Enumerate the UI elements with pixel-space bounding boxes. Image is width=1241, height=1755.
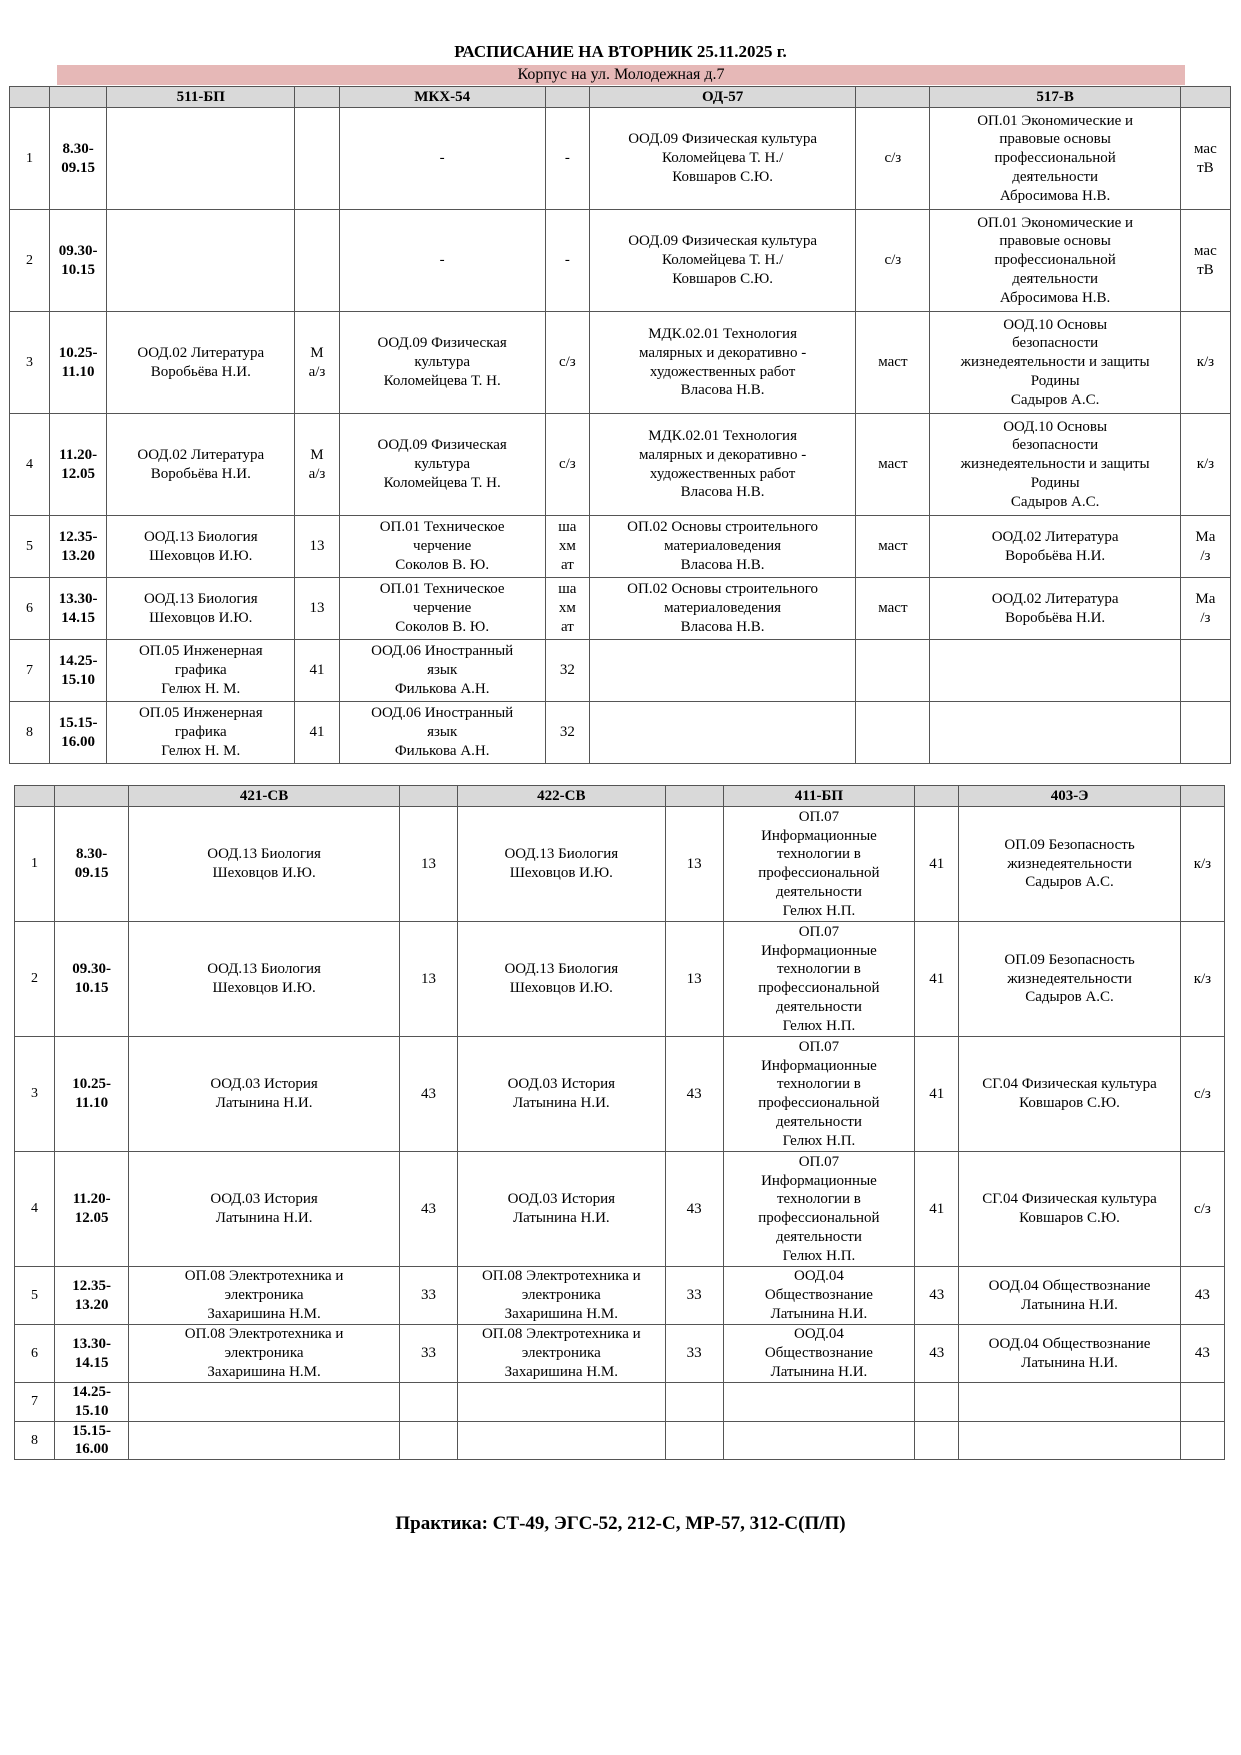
lesson-time: 15.15- 16.00: [55, 1421, 129, 1460]
subject-cell: ООД.06 Иностранный язык Филькова А.Н.: [339, 640, 545, 702]
room-cell: 33: [399, 1325, 457, 1383]
schedule-table-2: [14, 785, 1225, 1460]
room-cell: с/з: [1180, 1152, 1224, 1267]
subject-cell: ООД.02 Литература Воробьёва Н.И.: [930, 578, 1180, 640]
room-cell: маст: [856, 578, 930, 640]
lesson-number: 2: [15, 922, 55, 1037]
subject-cell: ООД.03 История Латынина Н.И.: [458, 1152, 666, 1267]
group-header: 421-СВ: [129, 786, 400, 807]
group-header: ОД-57: [589, 87, 855, 108]
header-blank: [545, 87, 589, 108]
subject-cell: [589, 640, 855, 702]
room-cell: ша хм ат: [545, 578, 589, 640]
subject-cell: ООД.03 История Латынина Н.И.: [458, 1037, 666, 1152]
lesson-time: 11.20- 12.05: [50, 414, 107, 516]
subject-cell: ООД.04 Обществознание Латынина Н.И.: [723, 1267, 914, 1325]
room-cell: 33: [665, 1267, 723, 1325]
room-cell: -: [545, 210, 589, 312]
group-header: 422-СВ: [458, 786, 666, 807]
lesson-time: 8.30- 09.15: [55, 807, 129, 922]
subject-cell: ОП.05 Инженерная графика Гелюх Н. М.: [107, 640, 295, 702]
lesson-row: [15, 1037, 1225, 1152]
lesson-time: 11.20- 12.05: [55, 1152, 129, 1267]
room-cell: к/з: [1180, 922, 1224, 1037]
lesson-time: 09.30- 10.15: [55, 922, 129, 1037]
lesson-number: 5: [15, 1267, 55, 1325]
room-cell: [665, 1421, 723, 1460]
subject-cell: [930, 702, 1180, 764]
subject-cell: ООД.13 Биология Шеховцов И.Ю.: [458, 922, 666, 1037]
subject-cell: [959, 1421, 1181, 1460]
header-blank: [55, 786, 129, 807]
lesson-number: 3: [10, 312, 50, 414]
lesson-number: 6: [15, 1325, 55, 1383]
room-cell: 41: [915, 1152, 959, 1267]
lesson-time: 13.30- 14.15: [50, 578, 107, 640]
subject-cell: СГ.04 Физическая культура Ковшаров С.Ю.: [959, 1037, 1181, 1152]
lesson-row: [15, 1421, 1225, 1460]
subject-cell: ООД.09 Физическая культура Коломейцева Т. Н./ Ковшаров С.Ю.: [589, 210, 855, 312]
lesson-number: 1: [10, 108, 50, 210]
room-cell: [295, 108, 339, 210]
subject-cell: ОП.01 Экономические и правовые основы профессиональной деятельности Абросимова Н.В.: [930, 210, 1180, 312]
room-cell: [665, 1383, 723, 1422]
room-cell: 43: [399, 1037, 457, 1152]
subject-cell: ООД.13 Биология Шеховцов И.Ю.: [129, 807, 400, 922]
group-header: 403-Э: [959, 786, 1181, 807]
room-cell: М а/з: [295, 414, 339, 516]
room-cell: 43: [665, 1152, 723, 1267]
subject-cell: ООД.02 Литература Воробьёва Н.И.: [107, 414, 295, 516]
group-header: 511-БП: [107, 87, 295, 108]
room-cell: 41: [915, 922, 959, 1037]
subject-cell: ОП.07 Информационные технологии в профессиональной деятельности Гелюх Н.П.: [723, 1152, 914, 1267]
lesson-number: 7: [10, 640, 50, 702]
lesson-time: 15.15- 16.00: [50, 702, 107, 764]
lesson-row: [10, 516, 1231, 578]
lesson-number: 1: [15, 807, 55, 922]
subject-cell: [107, 108, 295, 210]
header-blank: [399, 786, 457, 807]
room-cell: [1180, 702, 1230, 764]
lesson-number: 8: [10, 702, 50, 764]
room-cell: с/з: [856, 108, 930, 210]
subject-cell: [107, 210, 295, 312]
subject-cell: [723, 1421, 914, 1460]
room-cell: 13: [295, 578, 339, 640]
room-cell: [915, 1421, 959, 1460]
subject-cell: ООД.03 История Латынина Н.И.: [129, 1037, 400, 1152]
lesson-row: [15, 1325, 1225, 1383]
lesson-row: [10, 210, 1231, 312]
subject-cell: ОП.02 Основы строительного материаловедения Власова Н.В.: [589, 578, 855, 640]
room-cell: 43: [1180, 1267, 1224, 1325]
subject-cell: ООД.10 Основы безопасности жизнедеятельности и защиты Родины Садыров А.С.: [930, 414, 1180, 516]
subject-cell: [458, 1383, 666, 1422]
subject-cell: ООД.04 Обществознание Латынина Н.И.: [959, 1325, 1181, 1383]
subject-cell: ООД.10 Основы безопасности жизнедеятельности и защиты Родины Садыров А.С.: [930, 312, 1180, 414]
room-cell: 13: [665, 922, 723, 1037]
lesson-time: 14.25- 15.10: [55, 1383, 129, 1422]
lesson-number: 3: [15, 1037, 55, 1152]
lesson-time: 09.30- 10.15: [50, 210, 107, 312]
subject-cell: ОП.08 Электротехника и электроника Захаришина Н.М.: [129, 1267, 400, 1325]
room-cell: [295, 210, 339, 312]
room-cell: 13: [399, 922, 457, 1037]
room-cell: М а/з: [295, 312, 339, 414]
room-cell: 43: [1180, 1325, 1224, 1383]
subject-cell: ООД.04 Обществознание Латынина Н.И.: [723, 1325, 914, 1383]
room-cell: 43: [915, 1267, 959, 1325]
subject-cell: [129, 1383, 400, 1422]
room-cell: [1180, 1421, 1224, 1460]
room-cell: 32: [545, 702, 589, 764]
subject-cell: ОП.08 Электротехника и электроника Захаришина Н.М.: [129, 1325, 400, 1383]
room-cell: ша хм ат: [545, 516, 589, 578]
room-cell: с/з: [856, 210, 930, 312]
subject-cell: ОП.08 Электротехника и электроника Захаришина Н.М.: [458, 1325, 666, 1383]
header-row: [15, 786, 1225, 807]
header-blank: [1180, 87, 1230, 108]
room-cell: 41: [915, 1037, 959, 1152]
room-cell: 41: [915, 807, 959, 922]
header-row: [10, 87, 1231, 108]
subject-cell: СГ.04 Физическая культура Ковшаров С.Ю.: [959, 1152, 1181, 1267]
room-cell: с/з: [545, 312, 589, 414]
subject-cell: ООД.02 Литература Воробьёва Н.И.: [107, 312, 295, 414]
subject-cell: ОП.09 Безопасность жизнедеятельности Садыров А.С.: [959, 922, 1181, 1037]
lesson-row: [10, 108, 1231, 210]
lesson-time: 10.25- 11.10: [55, 1037, 129, 1152]
subject-cell: -: [339, 210, 545, 312]
subject-cell: ОП.01 Техническое черчение Соколов В. Ю.: [339, 578, 545, 640]
subject-cell: ООД.04 Обществознание Латынина Н.И.: [959, 1267, 1181, 1325]
room-cell: 43: [915, 1325, 959, 1383]
room-cell: 41: [295, 702, 339, 764]
room-cell: Ма /з: [1180, 516, 1230, 578]
subject-cell: ОП.09 Безопасность жизнедеятельности Садыров А.С.: [959, 807, 1181, 922]
lesson-row: [15, 807, 1225, 922]
subject-cell: -: [339, 108, 545, 210]
room-cell: к/з: [1180, 312, 1230, 414]
subject-cell: [458, 1421, 666, 1460]
subject-cell: [723, 1383, 914, 1422]
lesson-row: [10, 640, 1231, 702]
subject-cell: ОП.01 Техническое черчение Соколов В. Ю.: [339, 516, 545, 578]
room-cell: 13: [665, 807, 723, 922]
subject-cell: МДК.02.01 Технология малярных и декоративно - художественных работ Власова Н.В.: [589, 414, 855, 516]
header-blank: [915, 786, 959, 807]
room-cell: [915, 1383, 959, 1422]
room-cell: с/з: [545, 414, 589, 516]
room-cell: 13: [399, 807, 457, 922]
subject-cell: ООД.03 История Латынина Н.И.: [129, 1152, 400, 1267]
lesson-number: 4: [10, 414, 50, 516]
subject-cell: ОП.08 Электротехника и электроника Захаришина Н.М.: [458, 1267, 666, 1325]
room-cell: 33: [399, 1267, 457, 1325]
room-cell: 33: [665, 1325, 723, 1383]
room-cell: -: [545, 108, 589, 210]
lesson-row: [10, 578, 1231, 640]
room-cell: маст: [856, 414, 930, 516]
lesson-row: [10, 414, 1231, 516]
subject-cell: [129, 1421, 400, 1460]
lesson-time: 12.35- 13.20: [50, 516, 107, 578]
subject-cell: ОП.07 Информационные технологии в профессиональной деятельности Гелюх Н.П.: [723, 807, 914, 922]
lesson-number: 5: [10, 516, 50, 578]
header-blank: [1180, 786, 1224, 807]
subject-cell: ООД.13 Биология Шеховцов И.Ю.: [458, 807, 666, 922]
lesson-time: 8.30- 09.15: [50, 108, 107, 210]
lesson-row: [10, 702, 1231, 764]
lesson-number: 2: [10, 210, 50, 312]
lesson-row: [15, 922, 1225, 1037]
header-blank: [50, 87, 107, 108]
lesson-number: 7: [15, 1383, 55, 1422]
lesson-row: [10, 312, 1231, 414]
room-cell: Ма /з: [1180, 578, 1230, 640]
lesson-time: 10.25- 11.10: [50, 312, 107, 414]
room-cell: 13: [295, 516, 339, 578]
room-cell: мас тВ: [1180, 210, 1230, 312]
subject-cell: ООД.09 Физическая культура Коломейцева Т. Н.: [339, 312, 545, 414]
header-blank: [15, 786, 55, 807]
lesson-number: 4: [15, 1152, 55, 1267]
room-cell: [856, 640, 930, 702]
lesson-row: [15, 1152, 1225, 1267]
subject-cell: ООД.13 Биология Шеховцов И.Ю.: [107, 516, 295, 578]
room-cell: к/з: [1180, 807, 1224, 922]
header-blank: [856, 87, 930, 108]
practice-note: Практика: СТ-49, ЭГС-52, 212-С, МР-57, 312-С(П/П): [395, 1513, 846, 1534]
subject-cell: [959, 1383, 1181, 1422]
subject-cell: ООД.02 Литература Воробьёва Н.И.: [930, 516, 1180, 578]
room-cell: с/з: [1180, 1037, 1224, 1152]
room-cell: [1180, 640, 1230, 702]
subject-cell: [589, 702, 855, 764]
room-cell: маст: [856, 516, 930, 578]
subject-cell: ОП.07 Информационные технологии в профессиональной деятельности Гелюх Н.П.: [723, 1037, 914, 1152]
subject-cell: ООД.09 Физическая культура Коломейцева Т. Н.: [339, 414, 545, 516]
lesson-row: [15, 1383, 1225, 1422]
lesson-number: 8: [15, 1421, 55, 1460]
header-blank: [10, 87, 50, 108]
subject-cell: ООД.09 Физическая культура Коломейцева Т. Н./ Ковшаров С.Ю.: [589, 108, 855, 210]
subject-cell: ОП.02 Основы строительного материаловедения Власова Н.В.: [589, 516, 855, 578]
subject-cell: ООД.06 Иностранный язык Филькова А.Н.: [339, 702, 545, 764]
lesson-time: 13.30- 14.15: [55, 1325, 129, 1383]
room-cell: 32: [545, 640, 589, 702]
subject-cell: [930, 640, 1180, 702]
room-cell: [856, 702, 930, 764]
building-banner: Корпус на ул. Молодежная д.7: [57, 65, 1185, 85]
room-cell: маст: [856, 312, 930, 414]
subject-cell: ОП.05 Инженерная графика Гелюх Н. М.: [107, 702, 295, 764]
lesson-time: 12.35- 13.20: [55, 1267, 129, 1325]
group-header: 517-В: [930, 87, 1180, 108]
room-cell: 43: [399, 1152, 457, 1267]
room-cell: [399, 1383, 457, 1422]
room-cell: [399, 1421, 457, 1460]
schedule-title: РАСПИСАНИЕ НА ВТОРНИК 25.11.2025 г.: [454, 42, 787, 61]
room-cell: мас тВ: [1180, 108, 1230, 210]
group-header: 411-БП: [723, 786, 914, 807]
lesson-time: 14.25- 15.10: [50, 640, 107, 702]
lesson-number: 6: [10, 578, 50, 640]
group-header: МКХ-54: [339, 87, 545, 108]
lesson-row: [15, 1267, 1225, 1325]
subject-cell: ОП.07 Информационные технологии в профессиональной деятельности Гелюх Н.П.: [723, 922, 914, 1037]
room-cell: к/з: [1180, 414, 1230, 516]
subject-cell: ООД.13 Биология Шеховцов И.Ю.: [129, 922, 400, 1037]
subject-cell: МДК.02.01 Технология малярных и декоративно - художественных работ Власова Н.В.: [589, 312, 855, 414]
room-cell: [1180, 1383, 1224, 1422]
header-blank: [295, 87, 339, 108]
room-cell: 43: [665, 1037, 723, 1152]
subject-cell: ООД.13 Биология Шеховцов И.Ю.: [107, 578, 295, 640]
room-cell: 41: [295, 640, 339, 702]
subject-cell: ОП.01 Экономические и правовые основы профессиональной деятельности Абросимова Н.В.: [930, 108, 1180, 210]
header-blank: [665, 786, 723, 807]
schedule-table-1: [9, 86, 1231, 764]
